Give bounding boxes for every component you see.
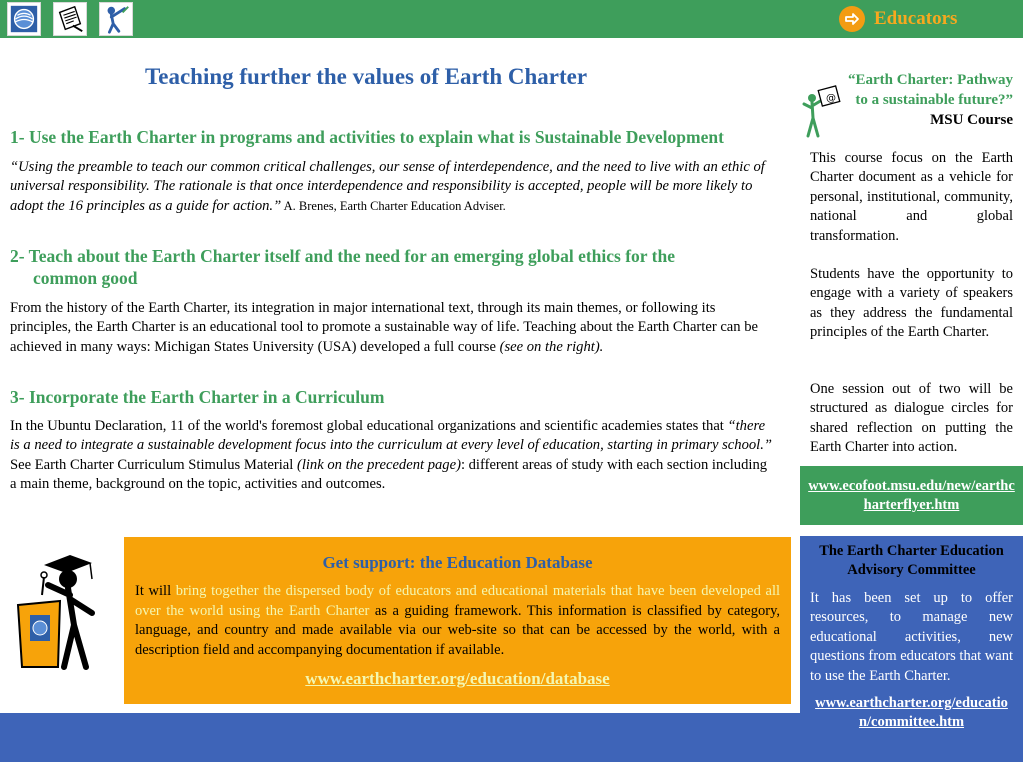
education-database-title: Get support: the Education Database: [322, 553, 593, 572]
advisory-committee-link[interactable]: www.earthcharter.org/education/committee.htm: [815, 695, 1008, 731]
figure-icon[interactable]: [99, 2, 133, 36]
education-database-highlight: bring together the dispersed body of educators and educational materials that have been developed all over the world using the Earth Charter: [135, 583, 780, 619]
section-3-text-1: In the Ubuntu Declaration, 11 of the world's foremost global educational organizations and scientific academies states that: [10, 418, 728, 434]
section-3-body: [10, 417, 772, 495]
svg-text:@: @: [826, 93, 836, 104]
document-icon[interactable]: [53, 2, 87, 36]
footer-bar: [0, 713, 800, 762]
section-1-heading: 1- Use the Earth Charter in programs and activities to explain what is Sustainable Development: [10, 127, 724, 147]
section-2-note: (see on the right).: [499, 338, 604, 355]
section-2-heading-line2: common good: [33, 268, 138, 288]
msu-course-header: [800, 70, 1015, 140]
arrow-right-icon: [839, 6, 865, 32]
msu-course-title-block: [833, 70, 1013, 130]
page-title: Teaching further the values of Earth Charter: [145, 64, 588, 89]
course-speakers: Students have the opportunity to engage with a variety of speakers as they address the fundamental principles of the Earth Charter.: [810, 266, 1013, 341]
education-database-text: [135, 582, 780, 660]
header-bar: [0, 0, 1023, 38]
course-sessions: One session out of two will be structured as dialogue circles for shared reflection on putting the Earth Charter into action.: [810, 381, 1013, 456]
section-2-heading-line1: 2- Teach about the Earth Charter itself and the need for an emerging global ethics for the: [10, 246, 675, 266]
section-3-link-note: (link on the precedent page): [296, 456, 461, 473]
course-link-box: [800, 466, 1023, 525]
section-3-text-2: See Earth Charter Curriculum Stimulus Material: [10, 456, 297, 473]
globe-logo-icon[interactable]: [7, 2, 41, 36]
msu-course-title: “Earth Charter: Pathway to a sustainable future?”: [848, 72, 1013, 108]
section-1-quote: “Using the preamble to teach our common critical challenges, our sense of interdependence, and the need to live with an ethic of universal responsibility. The rationale is that once interdependence and responsibility is accepted, people will be more likely to adopt the 16 principles as a guide for action.”: [10, 159, 765, 214]
education-database-link[interactable]: www.earthcharter.org/education/database: [305, 669, 610, 688]
advisory-committee-text: It has been set up to offer resources, to manage new educational activities, new questions from educators that want to use the Earth Charter.: [810, 590, 1013, 684]
course-link[interactable]: www.ecofoot.msu.edu/new/earthcharterflyer.htm: [808, 477, 1015, 513]
section-3-heading: 3- Incorporate the Earth Charter in a Curriculum: [10, 387, 385, 407]
advisory-committee-title: The Earth Charter Education Advisory Committee: [819, 543, 1004, 578]
education-database-text-2: as a guiding framework. This information is classified by category, language, and country and made available via our web-site so that can be accessed by the world, with a description field and accompanying documentation if available.: [135, 602, 780, 658]
section-3-quote: “there is a need to integrate a sustainable development focus into the curriculum at every level of education, starting in primary school.”: [10, 418, 772, 454]
section-2-text: From the history of the Earth Charter, its integration in major international text, through its main themes, or following its principles, the Earth Charter is an educational tool to promote a sustainable way of life. Teaching about the Earth Charter can be achieved in many ways: Michigan States University (USA) developed a full course: [10, 300, 759, 355]
course-description: This course focus on the Earth Charter document as a vehicle for personal, institutional, community, national and global transformation.: [810, 150, 1013, 244]
section-1-attribution: A. Brenes, Earth Charter Education Adviser.: [281, 198, 506, 213]
advisory-committee-box: [800, 536, 1023, 762]
educators-link[interactable]: [839, 5, 957, 33]
msu-course-name: MSU Course: [930, 112, 1013, 128]
section-3-text-3: : different areas of study with each section including a main theme, background on the topic, activities and outcomes.: [10, 456, 768, 493]
teacher-at-podium-icon: [12, 555, 100, 673]
section-2-heading: [10, 245, 790, 289]
section-1-body: [10, 158, 772, 216]
educators-label: Educators: [874, 8, 958, 29]
education-database-box: [124, 537, 791, 704]
education-database-text-1: It will: [135, 583, 176, 599]
section-2-body: [10, 299, 772, 357]
